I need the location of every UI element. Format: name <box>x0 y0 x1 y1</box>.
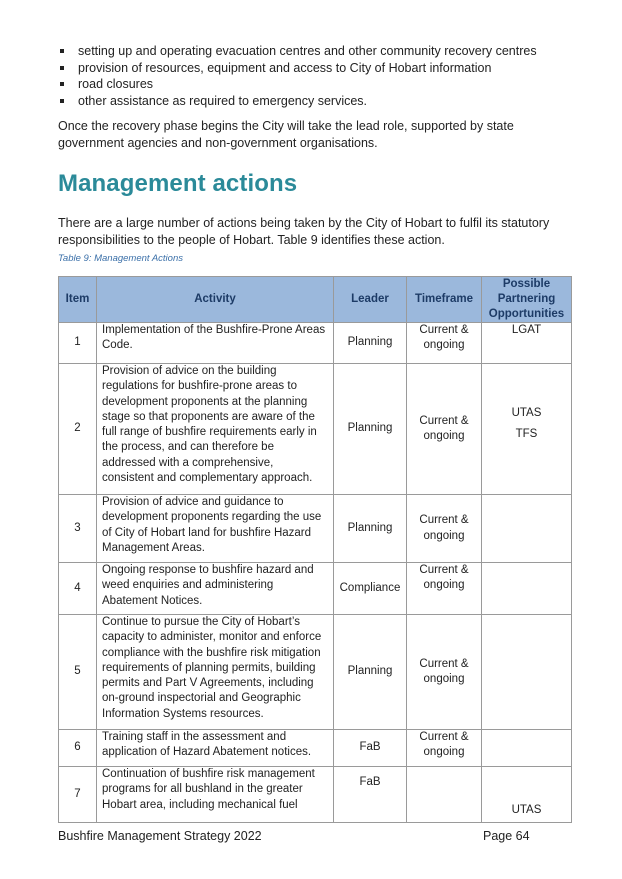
header-partners: Possible Partnering Opportunities <box>482 277 572 323</box>
cell-activity: Provision of advice and guidance to development proponents regarding the use of City of Hobart land for bushfire Hazard Management Areas. <box>97 495 334 563</box>
cell-partners <box>482 767 572 823</box>
cell-item: 5 <box>59 615 97 730</box>
cell-activity: Implementation of the Bushfire-Prone Areas Code. <box>97 323 334 364</box>
section-heading: Management actions <box>58 170 298 197</box>
recovery-paragraph: Once the recovery phase begins the City will take the lead role, supported by state government agencies and non-government organisations. <box>58 119 514 150</box>
table-header-row <box>59 277 572 323</box>
cell-partners <box>482 615 572 730</box>
cell-timeframe: Current & ongoing <box>407 323 482 364</box>
partner-name: UTAS <box>511 406 542 419</box>
table-row <box>59 563 572 615</box>
cell-partners <box>482 730 572 767</box>
cell-timeframe: Current & ongoing <box>407 495 482 563</box>
cell-partners <box>482 563 572 615</box>
cell-activity: Ongoing response to bushfire hazard and weed enquiries and administering Abatement Notices. <box>97 563 334 615</box>
cell-timeframe <box>407 767 482 823</box>
cell-timeframe: Current & ongoing <box>407 730 482 767</box>
cell-timeframe: Current & ongoing <box>407 615 482 730</box>
table-row <box>59 615 572 730</box>
cell-partners <box>482 323 572 364</box>
bullet-square-icon <box>60 49 64 53</box>
partner-name: LGAT <box>511 324 542 336</box>
cell-timeframe: Current & ongoing <box>407 364 482 495</box>
header-leader: Leader <box>334 277 407 323</box>
bullet-item <box>58 76 537 93</box>
cell-activity: Continue to pursue the City of Hobart’s capacity to administer, monitor and enforce compliance with the bushfire risk mitigation requirements of planning permits, building permits and Part V Agreements, including on-ground inspectorial and Geographic Information Systems resources. <box>97 615 334 730</box>
bullet-text: provision of resources, equipment and access to City of Hobart information <box>78 60 492 75</box>
bullet-text: road closures <box>78 77 154 92</box>
cell-partners <box>482 495 572 563</box>
bullet-text: setting up and operating evacuation centres and other community recovery centres <box>78 44 537 58</box>
table-row <box>59 364 572 495</box>
table-caption: Table 9: Management Actions <box>58 253 183 264</box>
intro-paragraph: There are a large number of actions being taken by the City of Hobart to fulfil its statutory responsibilities to the people of Hobart. Table 9 identifies these action. <box>58 216 550 247</box>
header-activity: Activity <box>97 277 334 323</box>
cell-item: 3 <box>59 495 97 563</box>
bullet-item <box>58 93 537 110</box>
header-timeframe: Timeframe <box>407 277 482 323</box>
cell-partners <box>482 364 572 495</box>
bullet-square-icon <box>60 82 64 86</box>
table-row <box>59 495 572 563</box>
cell-item: 2 <box>59 364 97 495</box>
cell-timeframe: Current & ongoing <box>407 563 482 615</box>
table-row <box>59 323 572 364</box>
header-item: Item <box>59 277 97 323</box>
cell-leader: FaB <box>334 767 407 823</box>
cell-item: 4 <box>59 563 97 615</box>
cell-leader: Planning <box>334 364 407 495</box>
cell-item: 1 <box>59 323 97 364</box>
cell-activity: Continuation of bushfire risk management programs for all bushland in the greater Hobart area, including mechanical fuel <box>97 767 334 823</box>
cell-leader: Planning <box>334 323 407 364</box>
cell-leader: Planning <box>334 495 407 563</box>
bullet-list <box>58 43 537 109</box>
cell-activity: Training staff in the assessment and application of Hazard Abatement notices. <box>97 730 334 767</box>
cell-item: 7 <box>59 767 97 823</box>
footer-document-title: Bushfire Management Strategy 2022 <box>58 829 262 843</box>
partner-name: TFS <box>515 428 538 440</box>
partner-name: UTAS <box>511 803 542 816</box>
cell-item: 6 <box>59 730 97 767</box>
management-actions-table <box>58 276 572 823</box>
footer-page-number: Page 64 <box>483 829 530 843</box>
bullet-text: other assistance as required to emergency services. <box>78 93 368 108</box>
cell-leader: Planning <box>334 615 407 730</box>
cell-leader: FaB <box>334 730 407 767</box>
bullet-item <box>58 43 537 60</box>
table-row <box>59 730 572 767</box>
cell-leader: Compliance <box>334 563 407 615</box>
cell-activity: Provision of advice on the building regulations for bushfire-prone areas to development proponents at the planning stage so that proponents are aware of the full range of bushfire requirements early in the process, and can therefore be addressed with a comprehensive, consistent and complementary approach. <box>97 364 334 495</box>
bullet-square-icon <box>60 66 64 70</box>
bullet-square-icon <box>60 99 64 103</box>
bullet-item <box>58 60 537 77</box>
table-row <box>59 767 572 823</box>
